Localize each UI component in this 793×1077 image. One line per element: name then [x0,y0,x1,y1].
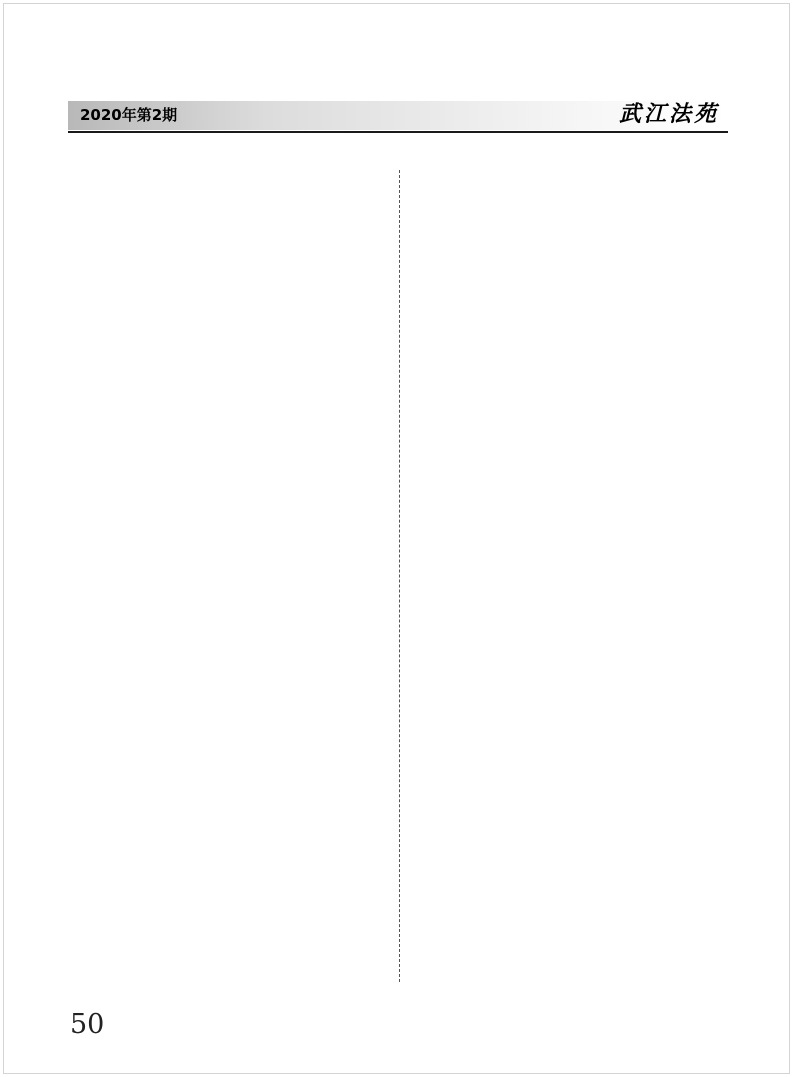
journal-title: 武江法苑 [618,101,719,127]
page-number: 50 [70,1009,105,1040]
right-column [440,163,732,983]
left-column [68,163,360,983]
column-divider [399,170,400,982]
issue-label: 2020年第2期 [80,106,178,124]
header-rule [68,131,728,133]
